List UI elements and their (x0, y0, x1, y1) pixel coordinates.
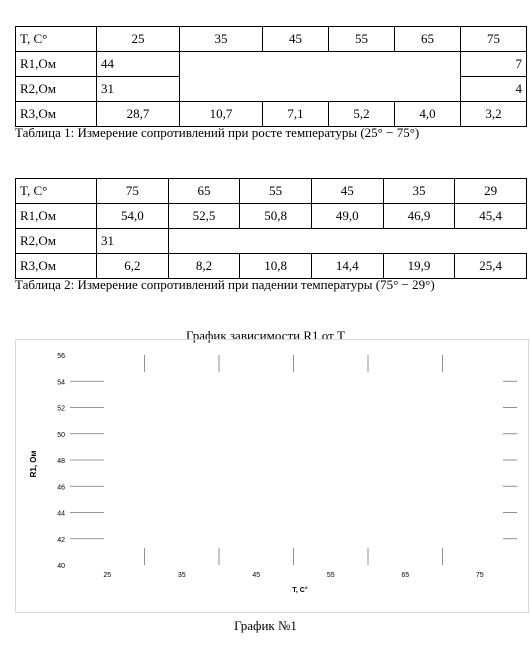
x-tick-label: 65 (401, 572, 410, 579)
table-row (16, 102, 527, 127)
y-tick-label: 40 (57, 563, 65, 570)
header-cell: 55 (328, 27, 394, 52)
table2-caption: Таблица 2: Измерение сопротивлений при падении температуры (75° − 29°) (15, 277, 435, 292)
chart-caption: График №1 (234, 618, 297, 633)
table-cell: 7 (460, 52, 526, 77)
table-row (16, 204, 527, 229)
x-tick-label: 45 (252, 572, 261, 579)
x-tick-label: 35 (177, 572, 186, 579)
table-cell: 31 (97, 229, 169, 254)
row-label: R2,Ом (16, 229, 97, 254)
chart-title: График зависимости R1 от T (186, 328, 345, 343)
header-cell: 75 (460, 27, 526, 52)
y-tick-label: 50 (57, 431, 65, 439)
y-tick-label: 42 (57, 536, 65, 544)
row-label: R1,Ом (16, 52, 97, 77)
table-cell: 25,4 (455, 254, 527, 279)
y-tick-label: 56 (57, 353, 65, 360)
table-header-row (16, 27, 527, 52)
y-tick-label: 46 (57, 484, 65, 492)
table-cell: 5,2 (328, 102, 394, 127)
y-axis-label: R1, Ом (29, 450, 38, 478)
y-tick-label: 54 (57, 379, 65, 387)
occluded-cell (168, 229, 526, 254)
table-cell: 46,9 (383, 204, 455, 229)
x-tick-label: 75 (475, 572, 484, 579)
y-tick-label: 48 (57, 458, 65, 465)
y-tick-label: 44 (57, 510, 65, 518)
table-row (16, 254, 527, 279)
row-label: R1,Ом (16, 204, 97, 229)
header-cell: 35 (383, 179, 455, 204)
table-cell: 4 (460, 77, 526, 102)
table-cell: 10,7 (179, 102, 262, 127)
table-cell: 45,4 (455, 204, 527, 229)
table-cell: 3,2 (460, 102, 526, 127)
table-row (16, 77, 527, 102)
table-cell: 19,9 (383, 254, 455, 279)
table-row (16, 52, 527, 77)
header-cell: 55 (240, 179, 312, 204)
header-label: T, C° (16, 27, 97, 52)
table-temperature-fall (15, 178, 527, 279)
y-tick-label: 52 (57, 405, 65, 413)
header-cell: 75 (97, 179, 169, 204)
row-label: R3,Ом (16, 254, 97, 279)
header-cell: 45 (311, 179, 383, 204)
table-temperature-rise (15, 26, 527, 127)
x-tick-label: 25 (103, 572, 112, 579)
x-tick-label: 55 (326, 572, 335, 579)
header-cell: 35 (179, 27, 262, 52)
header-cell: 65 (168, 179, 240, 204)
table-cell: 54,0 (97, 204, 169, 229)
table-cell: 31 (97, 77, 180, 102)
occluded-cell (179, 77, 460, 102)
x-axis-label: T, C° (292, 587, 308, 594)
header-cell: 25 (97, 27, 180, 52)
table-cell: 49,0 (311, 204, 383, 229)
header-cell: 65 (394, 27, 460, 52)
table-cell: 8,2 (168, 254, 240, 279)
table-cell: 28,7 (97, 102, 180, 127)
table-cell: 50,8 (240, 204, 312, 229)
table-cell: 14,4 (311, 254, 383, 279)
table-header-row (16, 179, 527, 204)
table-cell: 10,8 (240, 254, 312, 279)
table-cell: 6,2 (97, 254, 169, 279)
table-cell: 7,1 (262, 102, 328, 127)
table-cell: 52,5 (168, 204, 240, 229)
table1-caption: Таблица 1: Измерение сопротивлений при росте температуры (25° − 75°) (15, 125, 420, 140)
row-label: R2,Ом (16, 77, 97, 102)
header-cell: 45 (262, 27, 328, 52)
header-cell: 29 (455, 179, 527, 204)
chart-frame (15, 339, 529, 613)
header-label: T, C° (16, 179, 97, 204)
table-cell: 4,0 (394, 102, 460, 127)
row-label: R3,Ом (16, 102, 97, 127)
table-cell: 44 (97, 52, 180, 77)
occluded-cell (179, 52, 460, 77)
table-row (16, 229, 527, 254)
